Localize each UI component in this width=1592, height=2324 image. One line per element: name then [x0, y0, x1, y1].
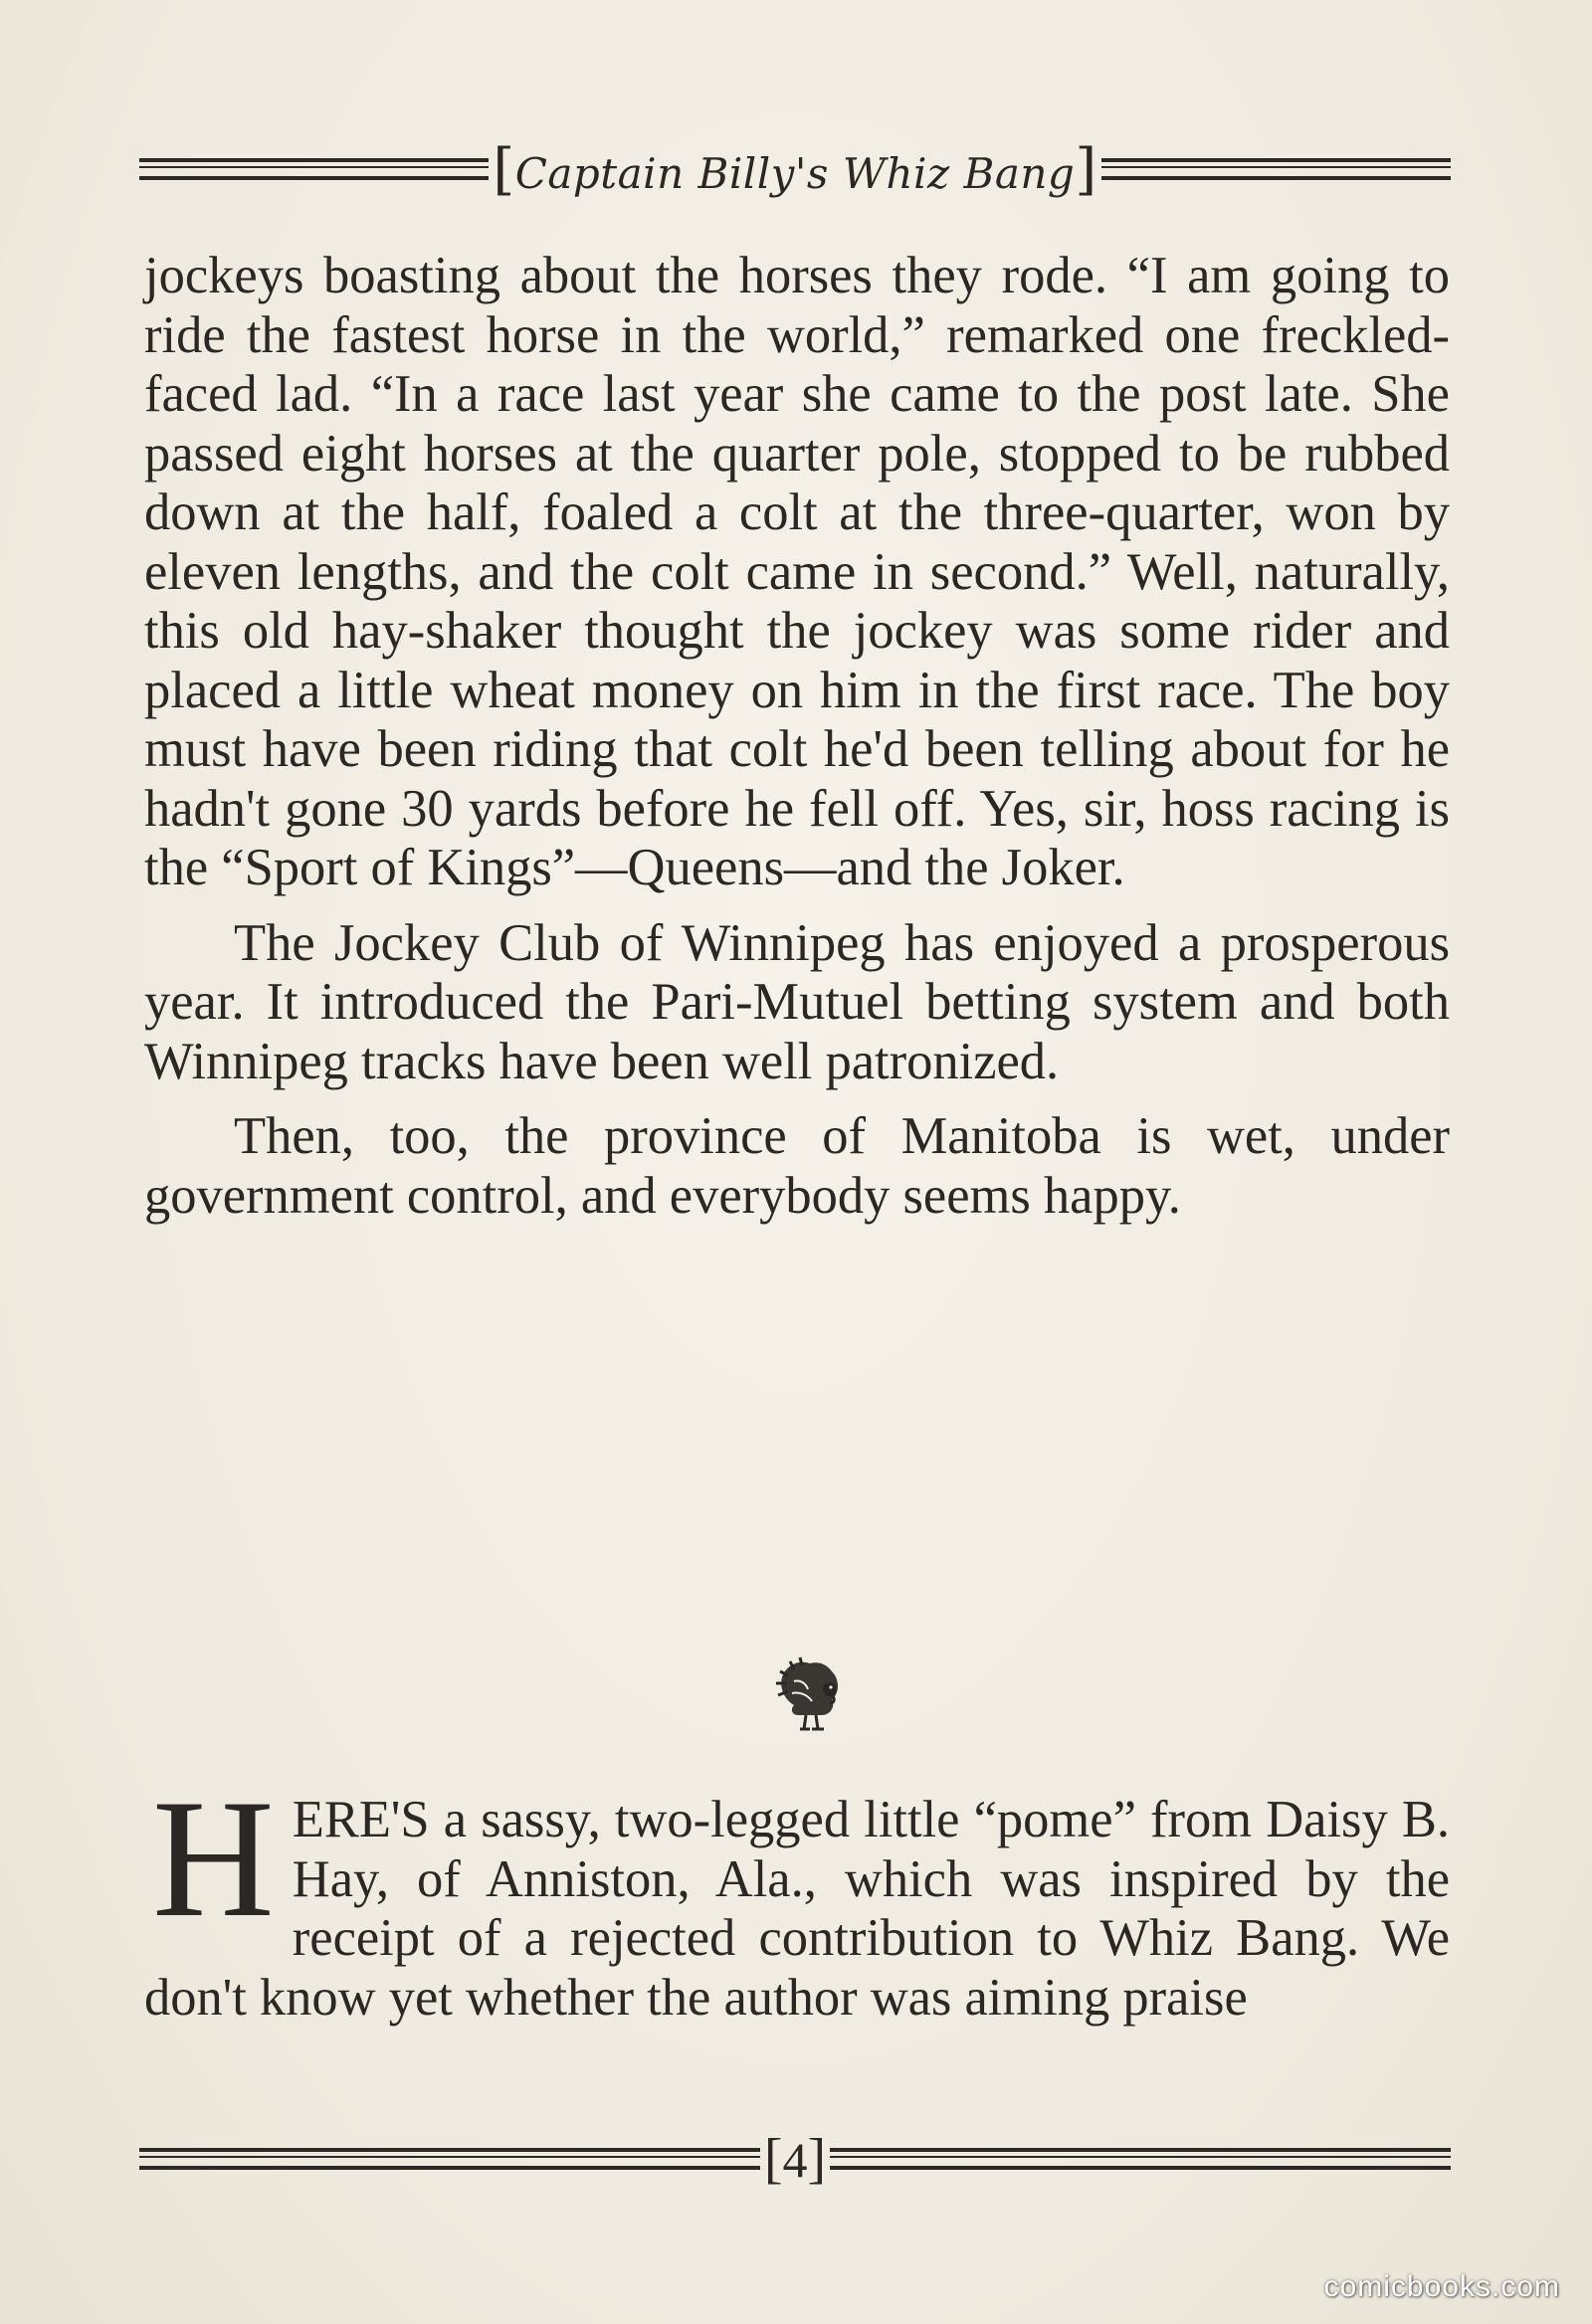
page-number: 4 [782, 2132, 808, 2188]
section-2 [144, 1765, 1450, 2028]
footer-bracket-close: ] [807, 2128, 827, 2190]
page-number-box [760, 2127, 830, 2191]
header-bracket-open: [ [493, 136, 515, 202]
footer-rule-right [830, 2148, 1451, 2170]
footer-rule-left [139, 2148, 760, 2170]
watermark: comicbooks.com [1323, 2270, 1560, 2303]
turkey-icon [770, 1649, 850, 1739]
header-title-box [489, 137, 1100, 202]
running-header [139, 136, 1451, 202]
footer-bracket-open: [ [763, 2128, 783, 2190]
paragraph-2: The Jockey Club of Winnipeg has enjoyed a prosperous year. It introduced the Pari-Mutuel betting system and both Winnipeg tracks have been well patronized. [144, 913, 1450, 1090]
header-title: Captain Billy's Whiz Bang [514, 148, 1076, 198]
drop-cap: H [152, 1765, 275, 1952]
header-bracket-close: ] [1075, 136, 1097, 202]
article-body [144, 247, 1450, 1226]
page-footer [139, 2123, 1451, 2195]
paragraph-1: jockeys boasting about the horses they rode. “I am going to ride the fastest horse in the world,” remarked one freckled-faced lad. “In a race last year she came to the post late. She passed eight horses at the quarter pole, stopped to be rubbed down at the half, foaled a colt at the three-quarter, won by eleven lengths, and the colt came in second.” Well, naturally, this old hay-shaker thought the jockey was some rider and placed a little wheat money on him in the first race. The boy must have been riding that colt he'd been telling about for he hadn't gone 30 yards before he fell off. Yes, sir, hoss racing is the “Sport of Kings”—Queens—and the Joker. [144, 247, 1450, 896]
paragraph-3: Then, too, the province of Manitoba is wet, under government control, and everybody seems happy. [144, 1107, 1450, 1225]
header-rule-right [1101, 158, 1451, 180]
section-2-text: ERE'S a sassy, two-legged little “pome” from Daisy B. Hay, of Anniston, Ala., which was inspired by the receipt of a rejected contribution to Whiz Bang. We don't know yet whether the author was aiming praise [144, 1791, 1450, 2027]
header-rule-left [139, 158, 489, 180]
